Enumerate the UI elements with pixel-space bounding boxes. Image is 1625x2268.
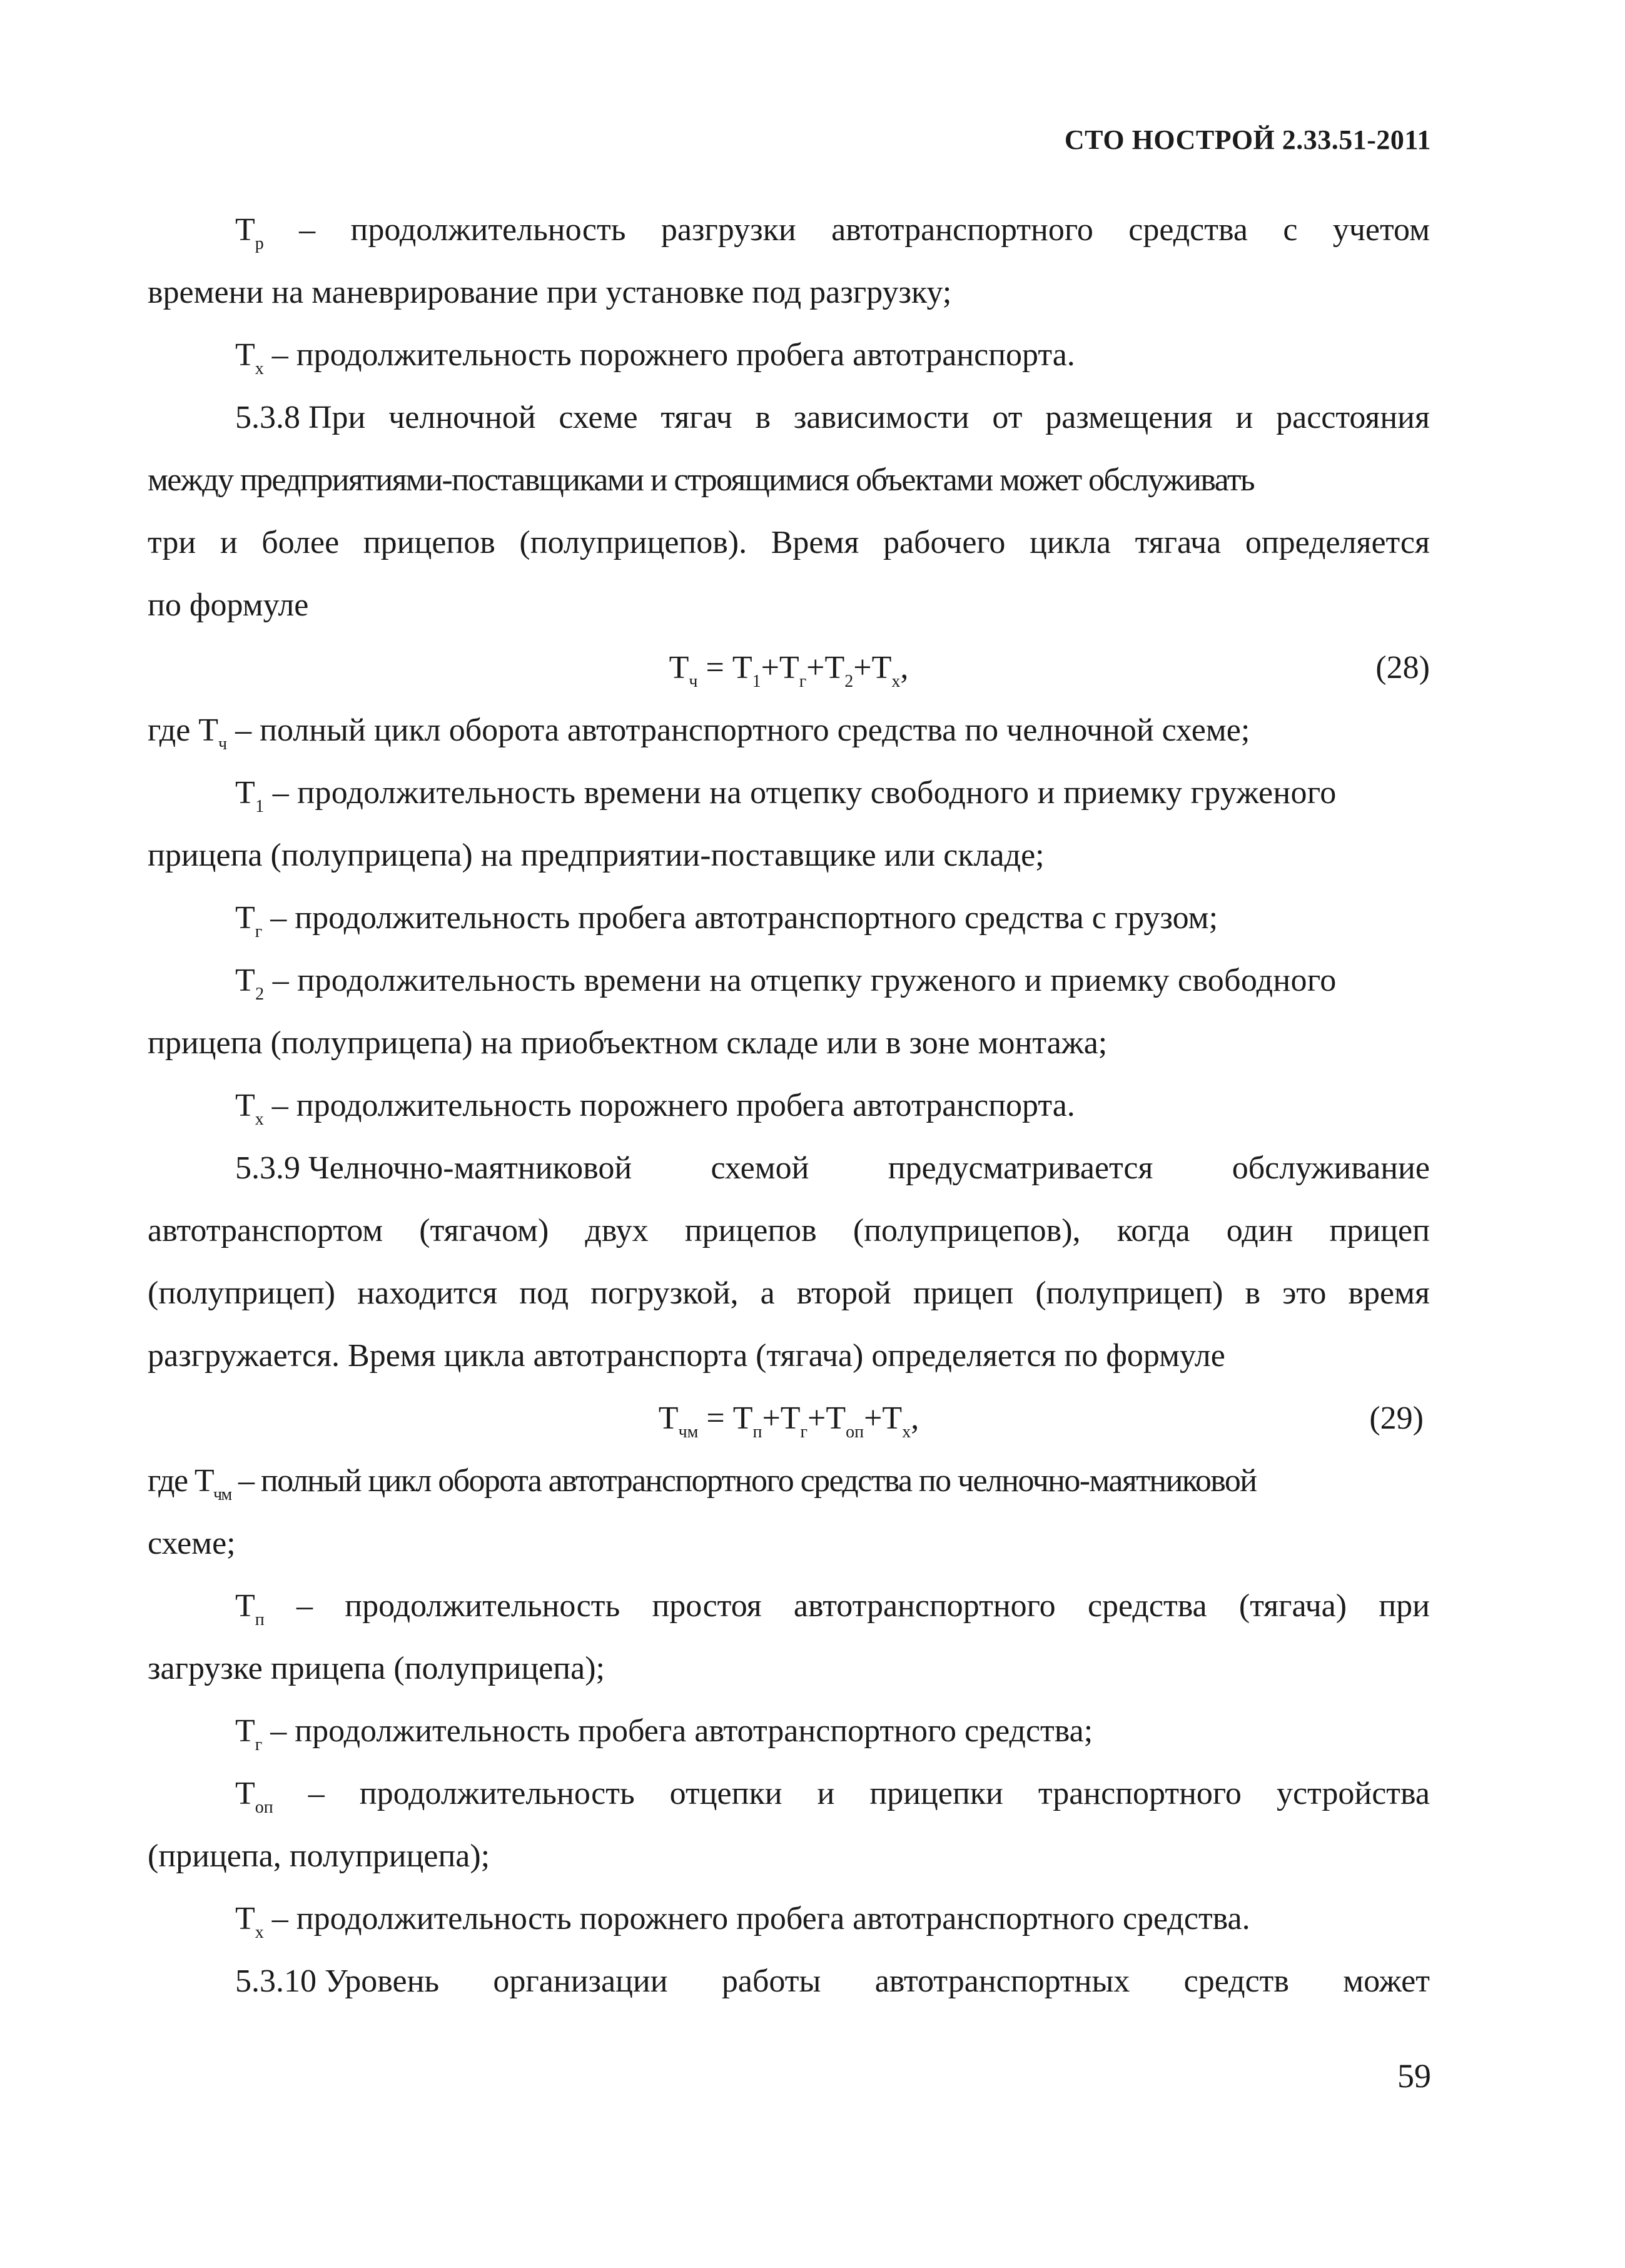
- text-line: прицепа (полуприцепа) на приобъектном складе или в зоне монтажа;: [148, 1025, 1108, 1061]
- text-line: загрузке прицепа (полуприцепа);: [148, 1651, 605, 1686]
- formula-number: (29): [1369, 1400, 1424, 1436]
- text-line: (полуприцеп) находится под погрузкой, а второй прицеп (полуприцеп) в это время: [148, 1275, 1430, 1311]
- text-line: $Т_г$ – продолжительность пробега автотранспортного средства с грузом;: [235, 900, 1218, 941]
- formula-expression: $Т_ч = Т_1+Т_г+Т_2+Т_х$,: [669, 650, 909, 691]
- body-text: [148, 199, 1430, 2013]
- text-line: 5.3.8 При челночной схеме тягач в зависимости от размещения и расстояния: [235, 400, 1430, 435]
- text-line: (прицепа, полуприцепа);: [148, 1838, 490, 1874]
- text-line: 5.3.10 Уровень организации работы автотранспортных средств может: [235, 1963, 1430, 1999]
- text-line: $Т_р$ – продолжительность разгрузки автотранспортного средства с учетом: [235, 212, 1430, 253]
- text-line: 5.3.9 Челночно-маятниковой схемой предусматривается обслуживание: [235, 1150, 1430, 1186]
- text-line: разгружается. Время цикла автотранспорта (тягача) определяется по формуле: [148, 1338, 1225, 1374]
- text-line: прицепа (полуприцепа) на предприятии-поставщике или складе;: [148, 838, 1045, 873]
- text-line: времени на маневрирование при установке под разгрузку;: [148, 275, 952, 310]
- text-line: $Т_1$ – продолжительность времени на отцепку свободного и приемку груженого: [235, 775, 1337, 816]
- text-line: $Т_х$ – продолжительность порожнего пробега автотранспорта.: [235, 1088, 1075, 1129]
- formula-28: [148, 637, 1430, 699]
- text-line: $Т_{оп}$ – продолжительность отцепки и прицепки транспортного устройства: [235, 1776, 1430, 1817]
- text-line: между предприятиями-поставщиками и строящимися объектами может обслуживать: [148, 462, 1255, 498]
- text-line: $Т_г$ – продолжительность пробега автотранспортного средства;: [235, 1713, 1093, 1754]
- text-line: $Т_х$ – продолжительность порожнего пробега автотранспорта.: [235, 337, 1075, 378]
- formula-29: [148, 1387, 1430, 1450]
- text-line: по формуле: [148, 587, 309, 623]
- text-line: $Т_х$ – продолжительность порожнего пробега автотранспортного средства.: [235, 1901, 1250, 1942]
- text-line: автотранспортом (тягачом) двух прицепов (полуприцепов), когда один прицеп: [148, 1213, 1430, 1248]
- text-line: $Т_п$ – продолжительность простоя автотранспортного средства (тягача) при: [235, 1588, 1430, 1629]
- document-header: СТО НОСТРОЙ 2.33.51-2011: [1064, 124, 1431, 155]
- formula-expression: $Т_{чм} = Т_п+Т_г+Т_{оп}+Т_х$,: [658, 1400, 919, 1442]
- page-number: 59: [1397, 2057, 1431, 2095]
- text-line: где $Т_{чм}$ – полный цикл оборота автотранспортного средства по челночно-маятниковой: [148, 1463, 1257, 1504]
- text-line: три и более прицепов (полуприцепов). Время рабочего цикла тягача определяется: [148, 525, 1430, 560]
- formula-number: (28): [1375, 650, 1430, 686]
- text-line: схеме;: [148, 1526, 236, 1561]
- text-line: где $Т_ч$ – полный цикл оборота автотранспортного средства по челночной схеме;: [148, 712, 1250, 754]
- text-line: $Т_2$ – продолжительность времени на отцепку груженого и приемку свободного: [235, 963, 1337, 1004]
